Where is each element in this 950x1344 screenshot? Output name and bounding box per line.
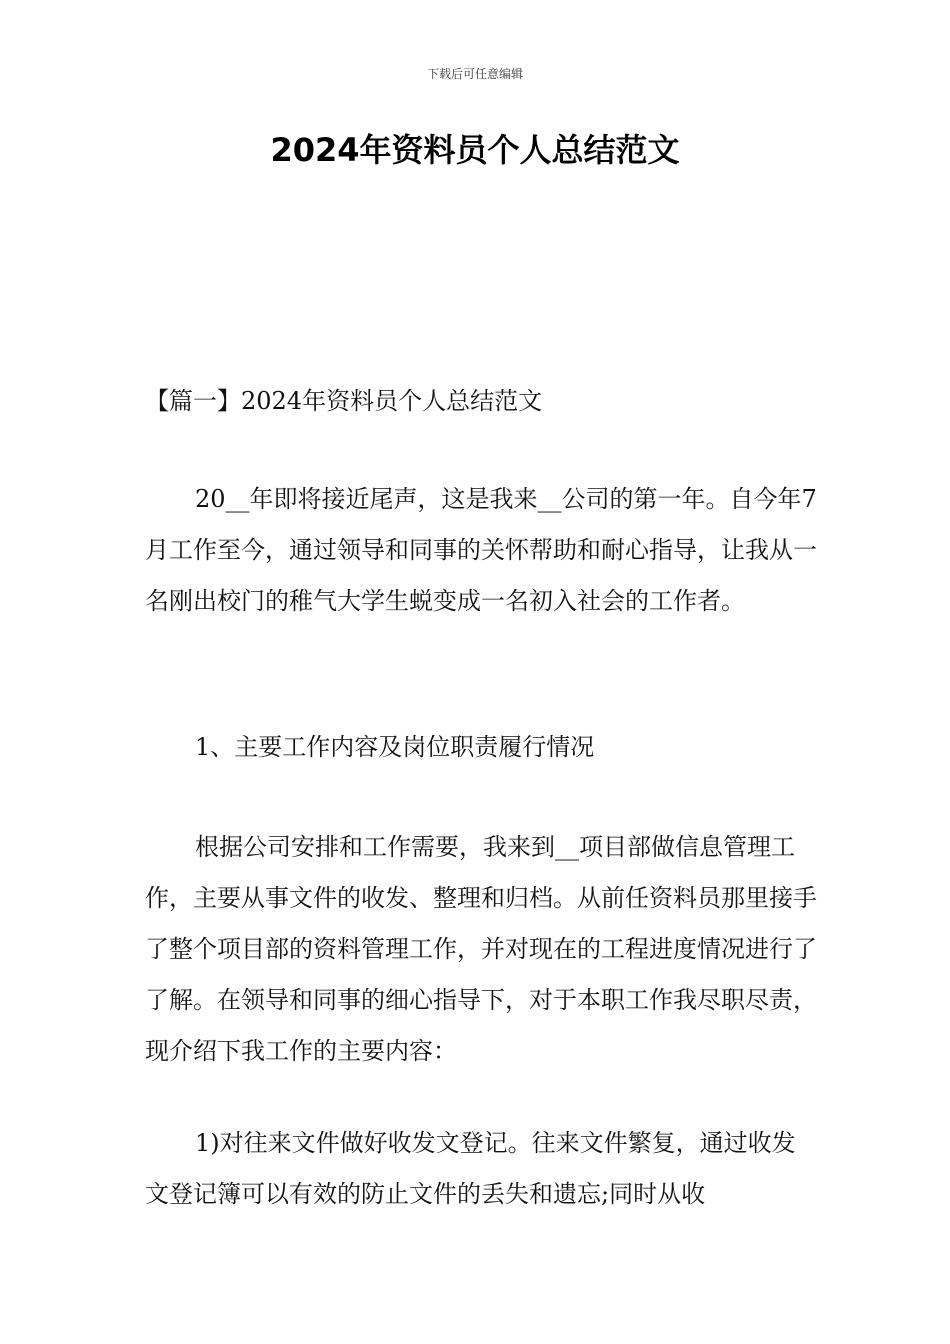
header-note: 下载后可任意编辑 [426, 67, 523, 81]
section-heading: 【篇一】2024年资料员个人总结范文 [145, 387, 543, 415]
paragraph-item-1: 1)对往来文件做好收发文登记。往来文件繁复，通过收发文登记簿可以有效的防止文件的丢失和遗忘;同时从收 [145, 1129, 796, 1208]
subheading-main-work: 1、主要工作内容及岗位职责履行情况 [195, 733, 595, 761]
document-title: 2024年资料员个人总结范文 [270, 131, 680, 169]
paragraph-work-description: 根据公司安排和工作需要，我来到__项目部做信息管理工作，主要从事文件的收发、整理和归档。从前任资料员那里接手了整个项目部的资料管理工作，并对现在的工程进度情况进行了了解。在领导和同事的细心指导下，对于本职工作我尽职尽责，现介绍下我工作的主要内容： [145, 833, 817, 1065]
paragraph-intro: 20__年即将接近尾声，这是我来__公司的第一年。自今年7月工作至今，通过领导和同事的关怀帮助和耐心指导，让我从一名刚出校门的稚气大学生蜕变成一名初入社会的工作者。 [145, 485, 817, 615]
